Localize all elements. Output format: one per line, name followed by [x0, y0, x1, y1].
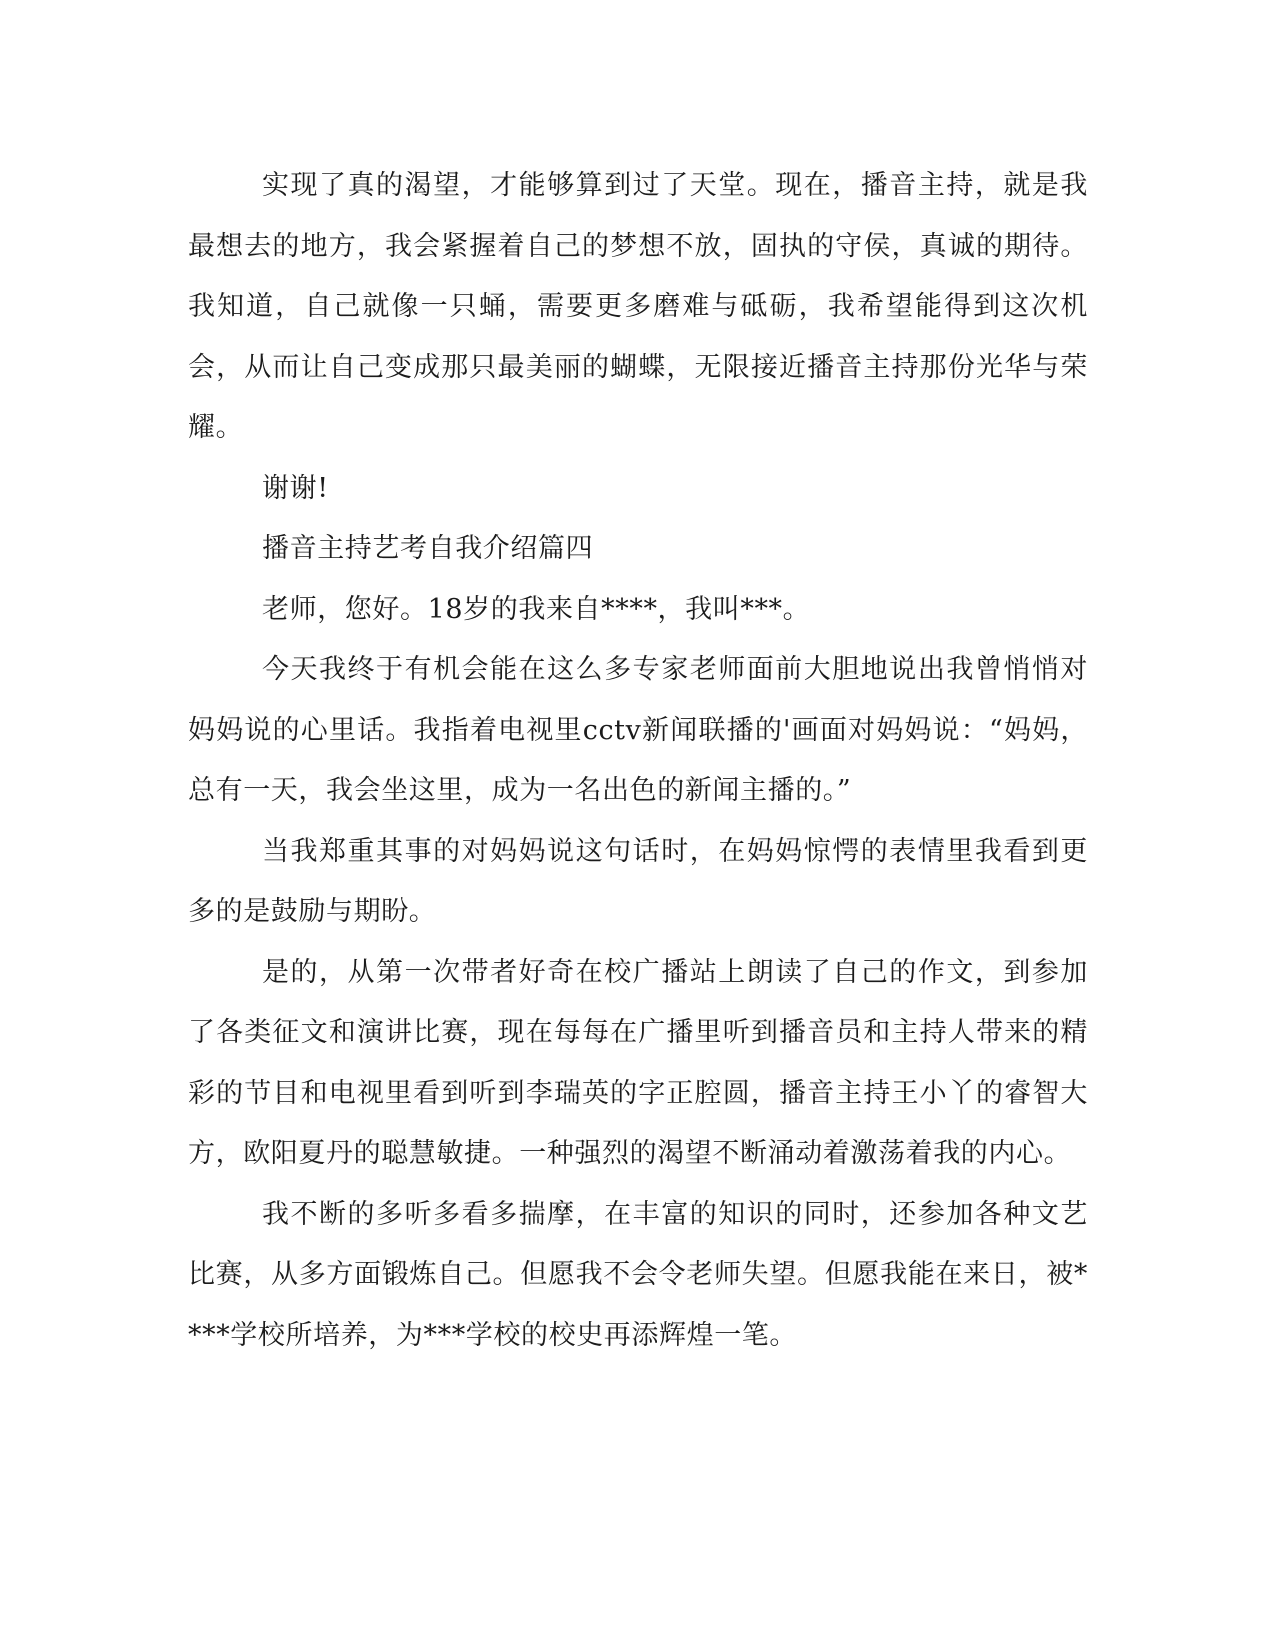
paragraph-mother-reaction: 当我郑重其事的对妈妈说这句话时，在妈妈惊愕的表情里我看到更多的是鼓励与期盼。 [188, 835, 1088, 927]
paragraph-tv-news: 今天我终于有机会能在这么多专家老师面前大胆地说出我曾悄悄对妈妈说的心里话。我指着电视里cctv新闻联播的'画面对妈妈说：“妈妈，总有一天，我会坐这里，成为一名出色的新闻主播的。” [188, 654, 1088, 806]
paragraph-thanks: 谢谢! [262, 472, 329, 504]
paragraph-dream-conclusion: 实现了真的渴望，才能够算到过了天堂。现在，播音主持，就是我最想去的地方，我会紧握着自己的梦想不放，固执的守侯，真诚的期待。我知道，自己就像一只蛹，需要更多磨难与砥砺，我希望能得到这次机会，从而让自己变成那只最美丽的蝴蝶，无限接近播音主持那份光华与荣耀。 [188, 170, 1088, 443]
paragraph-closing: 我不断的多听多看多揣摩，在丰富的知识的同时，还参加各种文艺比赛，从多方面锻炼自己。但愿我不会令老师失望。但愿我能在来日，被****学校所培养，为***学校的校史再添辉煌一笔。 [188, 1198, 1088, 1351]
section-heading: 播音主持艺考自我介绍篇四 [262, 533, 594, 564]
paragraph-greeting: 老师，您好。18岁的我来自****，我叫***。 [262, 593, 811, 625]
document-body [188, 156, 1088, 1366]
paragraph-broadcast-experience: 是的，从第一次带者好奇在校广播站上朗读了自己的作文，到参加了各类征文和演讲比赛，现在每每在广播里听到播音员和主持人带来的精彩的节目和电视里看到听到李瑞英的字正腔圆，播音主持王小丫的睿智大方，欧阳夏丹的聪慧敏捷。一种强烈的渴望不断涌动着激荡着我的内心。 [188, 956, 1088, 1169]
